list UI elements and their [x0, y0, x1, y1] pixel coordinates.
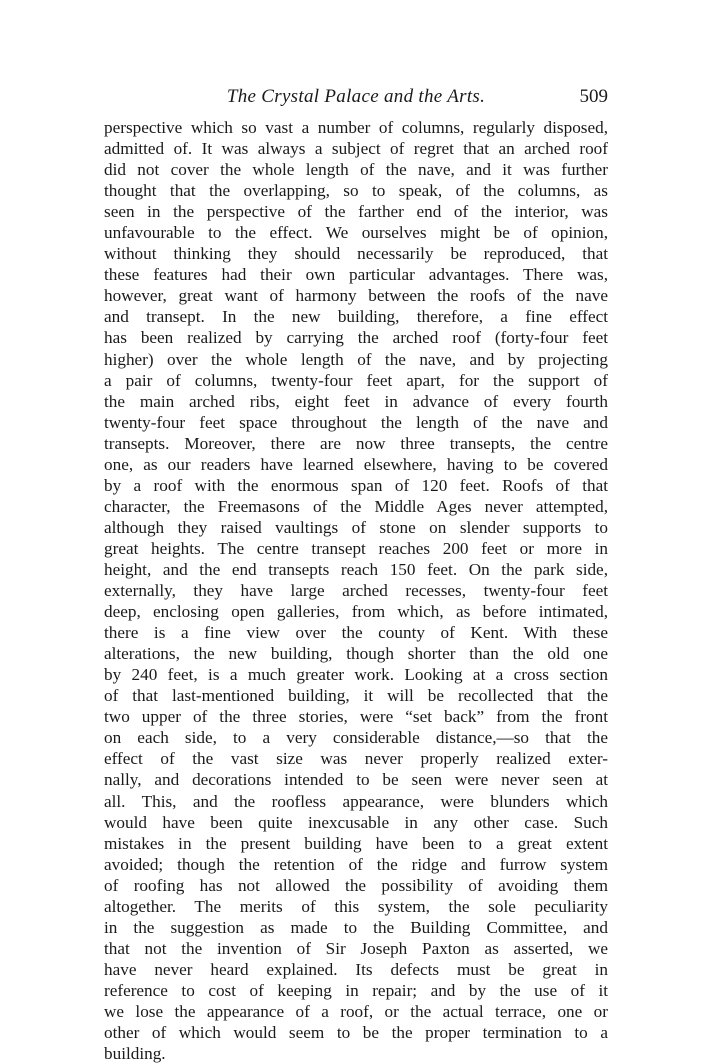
- text-line: did not cover the whole length of the nave, and it was further: [104, 160, 608, 180]
- text-line: character, the Freemasons of the Middle Ages never attempted,: [104, 496, 608, 516]
- text-line: has been realized by carrying the arched roof (forty-four feet: [104, 328, 608, 348]
- text-line: a pair of columns, twenty-four feet apart, for the support of: [104, 370, 608, 390]
- text-line: of that last-mentioned building, it will be recollected that the: [104, 686, 608, 706]
- text-line: of roofing has not allowed the possibility of avoiding them: [104, 875, 608, 895]
- text-line: externally, they have large arched recesses, twenty-four feet: [104, 581, 608, 601]
- text-line: that not the invention of Sir Joseph Paxton as asserted, we: [104, 938, 608, 958]
- text-line: building.: [104, 1044, 166, 1064]
- text-line: we lose the appearance of a roof, or the actual terrace, one or: [104, 1001, 608, 1021]
- text-line: have never heard explained. Its defects must be great in: [104, 959, 608, 979]
- text-line: would have been quite inexcusable in any other case. Such: [104, 812, 608, 832]
- text-line: higher) over the whole length of the nave, and by projecting: [104, 349, 608, 369]
- text-line: seen in the perspective of the farther end of the interior, was: [104, 202, 608, 222]
- text-line: two upper of the three stories, were “set back” from the front: [104, 707, 608, 727]
- text-line: mistakes in the present building have been to a great extent: [104, 833, 608, 853]
- text-line: alterations, the new building, though shorter than the old one: [104, 644, 608, 664]
- text-line: reference to cost of keeping in repair; and by the use of it: [104, 980, 608, 1000]
- text-line: avoided; though the retention of the ridge and furrow system: [104, 854, 608, 874]
- text-line: without thinking they should necessarily be reproduced, that: [104, 244, 608, 264]
- text-line: although they raised vaultings of stone on slender supports to: [104, 517, 608, 537]
- text-line: height, and the end transepts reach 150 feet. On the park side,: [104, 559, 608, 579]
- text-line: one, as our readers have learned elsewhere, having to be covered: [104, 454, 608, 474]
- text-line: and transept. In the new building, therefore, a fine effect: [104, 307, 608, 327]
- text-line: deep, enclosing open galleries, from which, as before intimated,: [104, 602, 608, 622]
- text-line: on each side, to a very considerable distance,—so that the: [104, 728, 608, 748]
- text-line: admitted of. It was always a subject of regret that an arched roof: [104, 139, 608, 159]
- text-line: thought that the overlapping, so to speak, of the columns, as: [104, 181, 608, 201]
- running-title: The Crystal Palace and the Arts.: [226, 86, 486, 107]
- text-line: great heights. The centre transept reaches 200 feet or more in: [104, 538, 608, 558]
- page-number: 509: [579, 86, 608, 107]
- text-line: twenty-four feet space throughout the length of the nave and: [104, 412, 608, 432]
- text-line: by a roof with the enormous span of 120 feet. Roofs of that: [104, 475, 608, 495]
- text-line: nally, and decorations intended to be seen were never seen at: [104, 770, 608, 790]
- text-line: in the suggestion as made to the Building Committee, and: [104, 917, 608, 937]
- text-line: other of which would seem to be the proper termination to a: [104, 1023, 608, 1043]
- text-line: unfavourable to the effect. We ourselves might be of opinion,: [104, 223, 608, 243]
- text-line: the main arched ribs, eight feet in advance of every fourth: [104, 391, 608, 411]
- text-line: however, great want of harmony between the roofs of the nave: [104, 286, 608, 306]
- text-line: by 240 feet, is a much greater work. Looking at a cross section: [104, 665, 608, 685]
- text-line: effect of the vast size was never properly realized exter-: [104, 749, 608, 769]
- running-head: [104, 84, 608, 110]
- text-line: these features had their own particular advantages. There was,: [104, 265, 608, 285]
- text-line: there is a fine view over the county of Kent. With these: [104, 623, 608, 643]
- text-line: transepts. Moreover, there are now three transepts, the centre: [104, 433, 608, 453]
- body-text: [104, 117, 608, 1064]
- text-line: all. This, and the roofless appearance, were blunders which: [104, 791, 608, 811]
- text-line: perspective which so vast a number of columns, regularly disposed,: [104, 118, 608, 137]
- text-line: altogether. The merits of this system, the sole peculiarity: [104, 896, 608, 916]
